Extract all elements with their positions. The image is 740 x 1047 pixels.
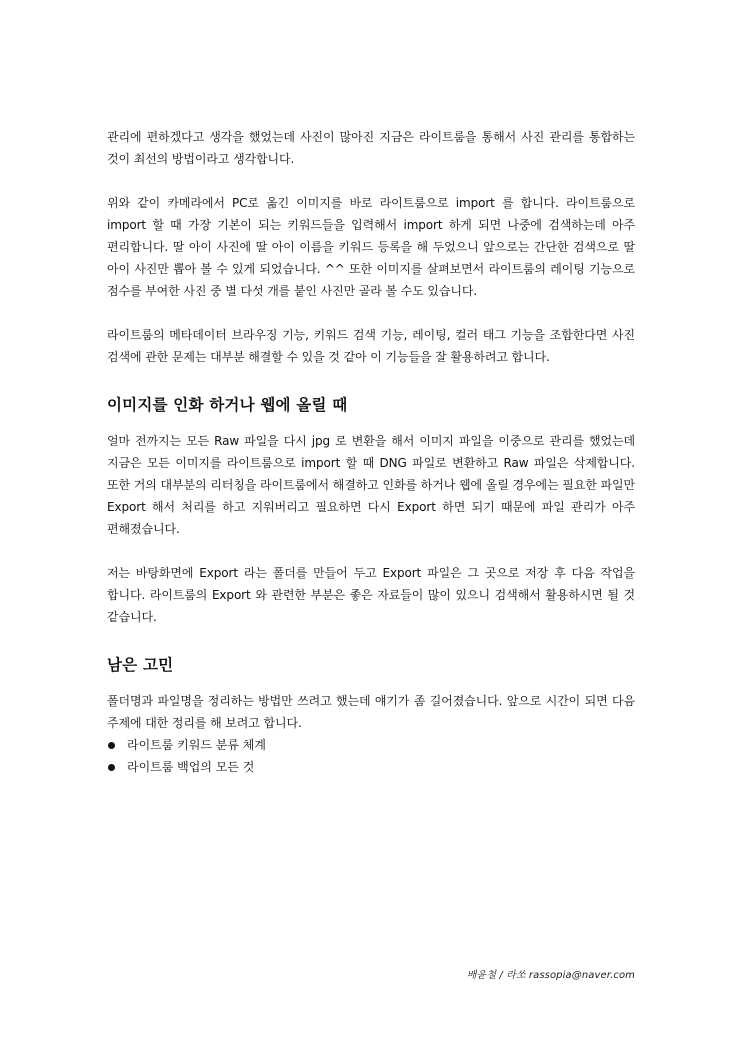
page-footer-author: 배윤철 / 라쏘 rassopia@naver.com	[466, 970, 635, 981]
paragraph-export-folder: 저는 바탕화면에 Export 라는 폴더를 만들어 두고 Export 파일은 그 곳으로 저장 후 다음 작업을 합니다. 라이트룸의 Export 와 관련한 부분은 좋은 자료들이 많이 있으니 검색해서 활용하시면 될 것 같습니다.	[107, 566, 635, 624]
list-item	[107, 734, 635, 756]
paragraph-raw-dng: 얼마 전까지는 모든 Raw 파일을 다시 jpg 로 변환을 해서 이미지 파일을 이중으로 관리를 했었는데 지금은 모든 이미지를 라이트룸으로 import 할 때 DNG 파일로 변환하고 Raw 파일은 삭제합니다. 또한 거의 대부분의 리터칭을 라이트룸에서 해결하고 인화를 하거나 웹에 올릴 경우에는 필요한 파일만 Export 해서 처리를 하고 지워버리고 필요하면 다시 Export 하면 되기 때문에 파일 관리가 아주 편해졌습니다.	[107, 434, 635, 536]
paragraph-search-features: 라이트룸의 메타데이터 브라우징 기능, 키워드 검색 기능, 레이팅, 컬러 태그 기능을 조합한다면 사진 검색에 관한 문제는 대부분 해결할 수 있을 것 같아 이 기능들을 잘 활용하려고 합니다.	[107, 328, 635, 364]
list-item-text: 라이트룸 키워드 분류 체계	[127, 738, 266, 752]
list-item-text: 라이트룸 백업의 모든 것	[127, 760, 255, 774]
section-heading-print-web: 이미지를 인화 하거나 웹에 올릴 때	[107, 396, 348, 414]
paragraph-import-keywords: 위와 같이 카메라에서 PC로 옮긴 이미지를 바로 라이트룸으로 import 를 합니다. 라이트룸으로 import 할 때 가장 기본이 되는 키워드들을 입력해서 import 하게 되면 나중에 검색하는데 아주 편리합니다. 딸 아이 사진에 딸 아이 이름을 키워드 등록을 해 두었으니 앞으로는 간단한 검색으로 딸 아이 사진만 뽑아 볼 수 있게 되었습니다. ^^ 또한 이미지를 살펴보면서 라이트룸의 레이팅 기능으로 점수를 부여한 사진 중 별 다섯 개를 붙인 사진만 골라 볼 수도 있습니다.	[107, 196, 635, 298]
bullet-icon	[108, 764, 115, 771]
section-heading-remaining: 남은 고민	[107, 656, 174, 674]
bullet-icon	[108, 742, 115, 749]
paragraph-intro-continued: 관리에 편하겠다고 생각을 했었는데 사진이 많아진 지금은 라이트룸을 통해서 사진 관리를 통합하는 것이 최선의 방법이라고 생각합니다.	[107, 130, 635, 166]
document-body	[107, 126, 635, 778]
topic-list	[107, 734, 635, 778]
paragraph-remaining-topics: 폴더명과 파일명을 정리하는 방법만 쓰려고 했는데 얘기가 좀 길어졌습니다. 앞으로 시간이 되면 다음 주제에 대한 정리를 해 보려고 합니다.	[107, 694, 635, 730]
list-item	[107, 756, 635, 778]
